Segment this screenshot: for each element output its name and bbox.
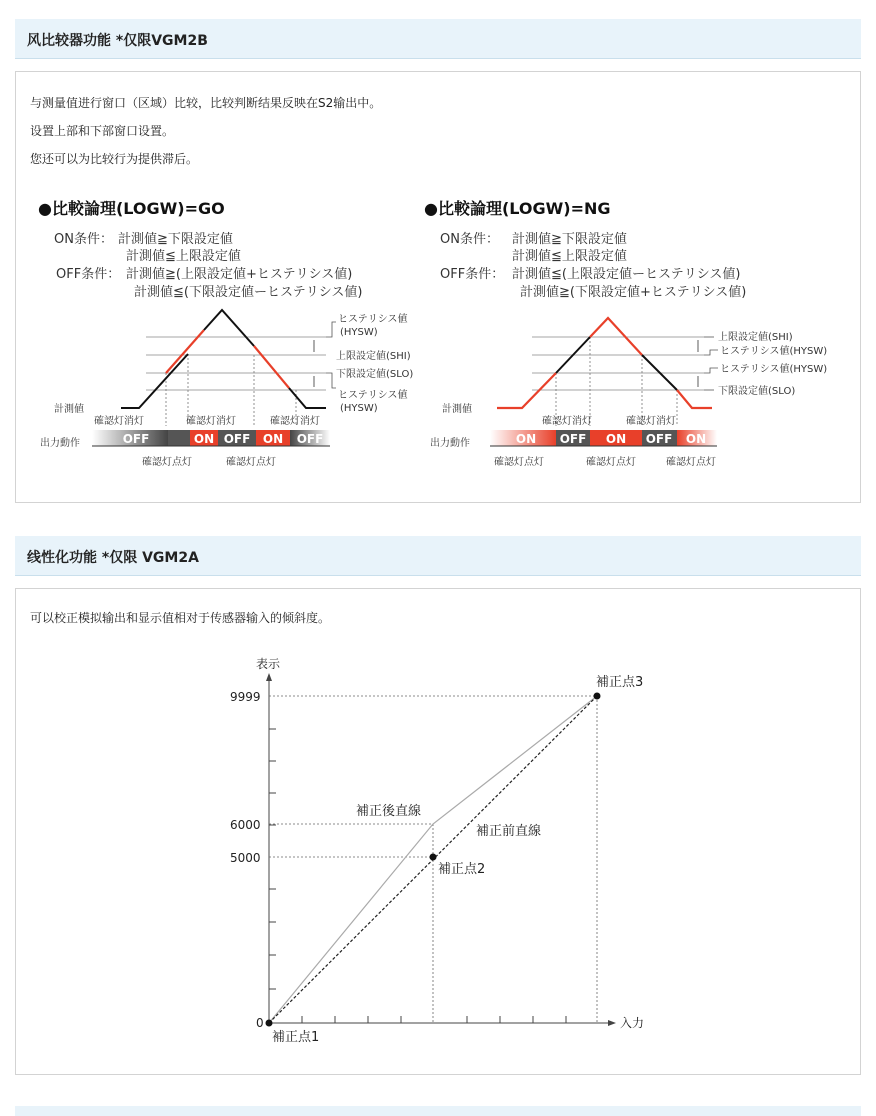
ng-heading: ●比較論理(LOGW)=NG: [424, 199, 611, 218]
go-ann-shi: 上限設定値(SHI): [336, 351, 411, 362]
ng-seg-on-1: ON: [515, 432, 537, 446]
linearization-graph: [16, 589, 860, 1074]
ng-ann-hysw1: ヒステリシス値(HYSW): [720, 346, 828, 357]
go-on-cond2: 計測値≦上限設定値: [126, 249, 241, 264]
ng-on-label: ON条件：: [440, 232, 499, 247]
corrected-line-label: 補正後直線: [356, 804, 422, 819]
go-lamp-off-2: 確認灯消灯: [186, 416, 236, 427]
go-seg-off-1: OFF: [122, 432, 150, 446]
ng-seg-off-1: OFF: [559, 432, 587, 446]
x-axis-label: 入力: [620, 1016, 645, 1030]
ng-off-cond1: 計測値≦(上限設定値ーヒステリシス値): [512, 267, 741, 282]
description-line: 可以校正模拟输出和显示值相对于传感器输入的倾斜度。: [30, 611, 331, 625]
go-seg-off-2: OFF: [223, 432, 251, 446]
go-lamp-off-3: 確認灯消灯: [270, 416, 320, 427]
ng-seg-on-2: ON: [605, 432, 627, 446]
go-ann-slo: 下限設定値(SLO): [336, 369, 414, 380]
original-line-label: 補正前直線: [476, 824, 542, 839]
ng-on-cond2: 計測値≦上限設定値: [512, 249, 627, 264]
ng-lamp-off-2: 確認灯消灯: [626, 416, 676, 427]
ng-off-cond2: 計測値≧(下限設定値+ヒステリシス値): [520, 285, 747, 300]
section-header-linearization: [15, 536, 861, 576]
section-header-window-comparator: [15, 19, 861, 59]
description-line: 设置上部和下部窗口设置。: [30, 124, 175, 138]
ng-output-label: 出力動作: [430, 438, 470, 449]
point3-label: 補正点3: [596, 675, 644, 690]
go-off-cond1: 計測値≧(上限設定値+ヒステリシス値): [126, 267, 353, 282]
y-tick-9999: 9999: [230, 690, 261, 704]
go-heading: ●比較論理(LOGW)=GO: [38, 199, 225, 218]
go-on-cond1: 計測値≧下限設定値: [118, 232, 233, 247]
go-ann-hysw-top: ヒステリシス値: [338, 314, 408, 325]
description-line: 您还可以为比较行为提供滞后。: [30, 152, 199, 166]
go-seg-on-2: ON: [262, 432, 284, 446]
point2-label: 補正点2: [438, 862, 486, 877]
go-ann-hysw-bot: ヒステリシス値: [338, 390, 408, 401]
point1-label: 補正点1: [272, 1030, 320, 1045]
go-output-label: 出力動作: [40, 438, 80, 449]
go-on-label: ON条件：: [54, 232, 113, 247]
ng-off-label: OFF条件：: [440, 267, 505, 282]
ng-measure-label: 計測値: [442, 404, 472, 415]
y-axis-label: 表示: [256, 657, 281, 671]
ng-seg-off-2: OFF: [645, 432, 673, 446]
description-line: 与测量值进行窗口（区域）比较，比较判断结果反映在S2输出中。: [30, 96, 382, 110]
go-lamp-on-2: 確認灯点灯: [226, 457, 276, 468]
ng-ann-hysw2: ヒステリシス値(HYSW): [720, 364, 828, 375]
ng-lamp-on-3: 確認灯点灯: [666, 457, 716, 468]
go-lamp-on-1: 確認灯点灯: [142, 457, 192, 468]
window-comparator-panel: [15, 71, 861, 503]
y-tick-5000: 5000: [230, 851, 261, 865]
go-measure-label: 計測値: [54, 404, 84, 415]
go-ann-hysw-top2: (HYSW): [340, 327, 378, 338]
go-seg-off-3: OFF: [296, 432, 324, 446]
y-tick-6000: 6000: [230, 818, 261, 832]
ng-ann-slo: 下限設定値(SLO): [718, 386, 796, 397]
go-off-cond2: 計測値≦(下限設定値ーヒステリシス値): [134, 285, 363, 300]
linearization-panel: [15, 588, 861, 1075]
go-off-label: OFF条件：: [56, 267, 121, 282]
ng-lamp-on-1: 確認灯点灯: [494, 457, 544, 468]
logic-go-diagram: [26, 190, 436, 480]
logic-ng-diagram: [412, 190, 852, 480]
y-tick-0: 0: [256, 1016, 264, 1030]
ng-seg-on-3: ON: [685, 432, 707, 446]
section-title: 风比较器功能 *仅限VGM2B: [27, 33, 208, 49]
ng-on-cond1: 計測値≧下限設定値: [512, 232, 627, 247]
go-seg-on-1: ON: [193, 432, 215, 446]
ng-ann-shi: 上限設定値(SHI): [718, 332, 793, 343]
ng-lamp-off-1: 確認灯消灯: [542, 416, 592, 427]
go-ann-hysw-bot2: (HYSW): [340, 403, 378, 414]
go-lamp-off-1: 確認灯消灯: [94, 416, 144, 427]
section-title: 线性化功能 *仅限 VGM2A: [27, 550, 199, 566]
section-header-next: [15, 1106, 861, 1116]
ng-lamp-on-2: 確認灯点灯: [586, 457, 636, 468]
